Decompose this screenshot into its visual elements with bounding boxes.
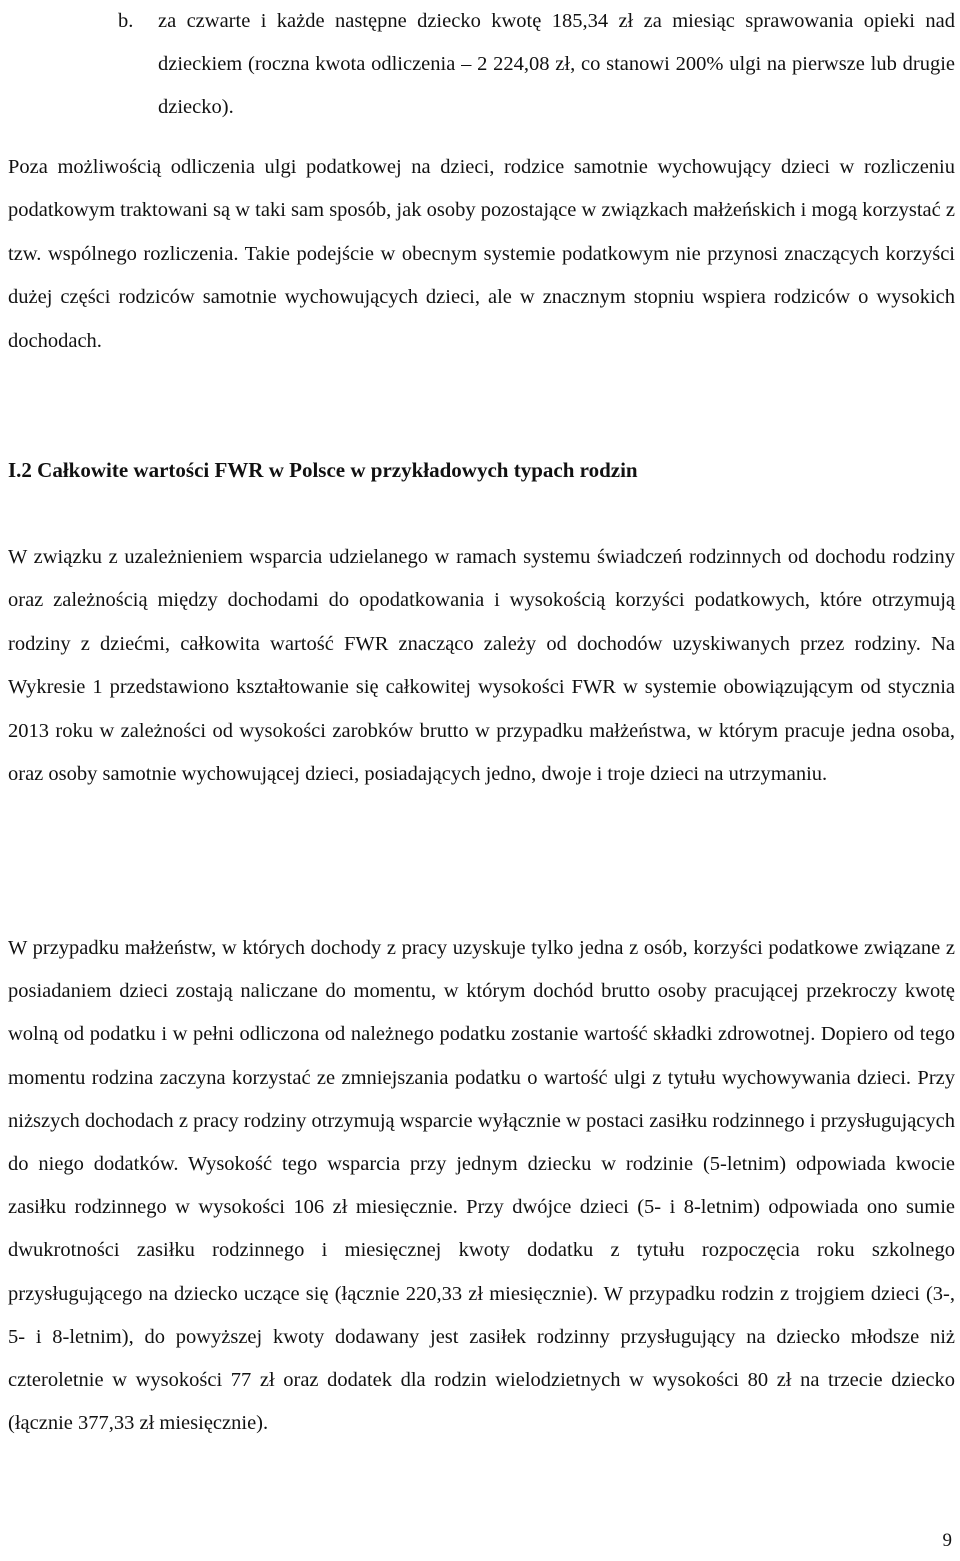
list-marker: b. [118, 10, 134, 32]
section-heading: I.2 Całkowite wartości FWR w Polsce w przykładowych typach rodzin [8, 458, 638, 482]
list-item-text: za czwarte i każde następne dziecko kwotę 185,34 zł za miesiąc sprawowania opieki nad dzieckiem (roczna kwota odliczenia – 2 224,08 zł, co stanowi 200% ulgi na pierwsze lub drugie dziecko). [158, 10, 955, 118]
paragraph-single-parents-taxation: Poza możliwością odliczenia ulgi podatkowej na dzieci, rodzice samotnie wychowujący dzieci w rozliczeniu podatkowym traktowani są w taki sam sposób, jak osoby pozostające w związkach małżeńskich i mogą korzystać z tzw. wspólnego rozliczenia. Takie podejście w obecnym systemie podatkowym nie przynosi znaczących korzyści dużej części rodziców samotnie wychowujących dzieci, ale w znacznym stopniu wspiera rodziców o wysokich dochodach. [8, 156, 955, 352]
paragraph-married-couples-benefits: W przypadku małżeństw, w których dochody z pracy uzyskuje tylko jedna z osób, korzyści podatkowe związane z posiadaniem dzieci zostają naliczane do momentu, w którym dochód brutto osoby pracującej przekroczy kwotę wolną od podatku i w pełni odliczona od należnego podatku zostanie wartość składki zdrowotnej. Dopiero od tego momentu rodzina zaczyna korzystać ze zmniejszania podatku o wartość ulgi z tytułu wychowywania dzieci. Przy niższych dochodach z pracy rodziny otrzymują wsparcie wyłącznie w postaci zasiłku rodzinnego i przysługujących do niego dodatków. Wysokość tego wsparcia przy jednym dziecku w rodzinie (5-letnim) odpowiada kwocie zasiłku rodzinnego w wysokości 106 zł miesięcznie. Przy dwójce dzieci (5- i 8-letnim) odpowiada ono sumie dwukrotności zasiłku rodzinnego i miesięcznej kwoty dodatku z tytułu rozpoczęcia roku szkolnego przysługującego na dziecko uczące się (łącznie 220,33 zł miesięcznie). W przypadku rodzin z trojgiem dzieci (3-, 5- i 8-letnim), do powyższej kwoty dodawany jest zasiłek rodzinny przysługujący na dziecko młodsze niż czteroletnie w wysokości 77 zł oraz dodatek dla rodzin wielodzietnych w wysokości 80 zł na trzecie dziecko (łącznie 377,33 zł miesięcznie). [8, 937, 955, 1435]
paragraph-fwr-income-dependency: W związku z uzależnieniem wsparcia udzielanego w ramach systemu świadczeń rodzinnych od dochodu rodziny oraz zależnością między dochodami do opodatkowania i wysokością korzyści podatkowych, które otrzymują rodziny z dziećmi, całkowita wartość FWR znacząco zależy od dochodów uzyskiwanych przez rodziny. Na Wykresie 1 przedstawiono kształtowanie się całkowitej wysokości FWR w systemie obowiązującym od stycznia 2013 roku w zależności od wysokości zarobków brutto w przypadku małżeństwa, w którym pracuje jedna osoba, oraz osoby samotnie wychowującej dzieci, posiadających jedno, dwoje i troje dzieci na utrzymaniu. [8, 546, 955, 786]
page-number: 9 [942, 1530, 952, 1551]
